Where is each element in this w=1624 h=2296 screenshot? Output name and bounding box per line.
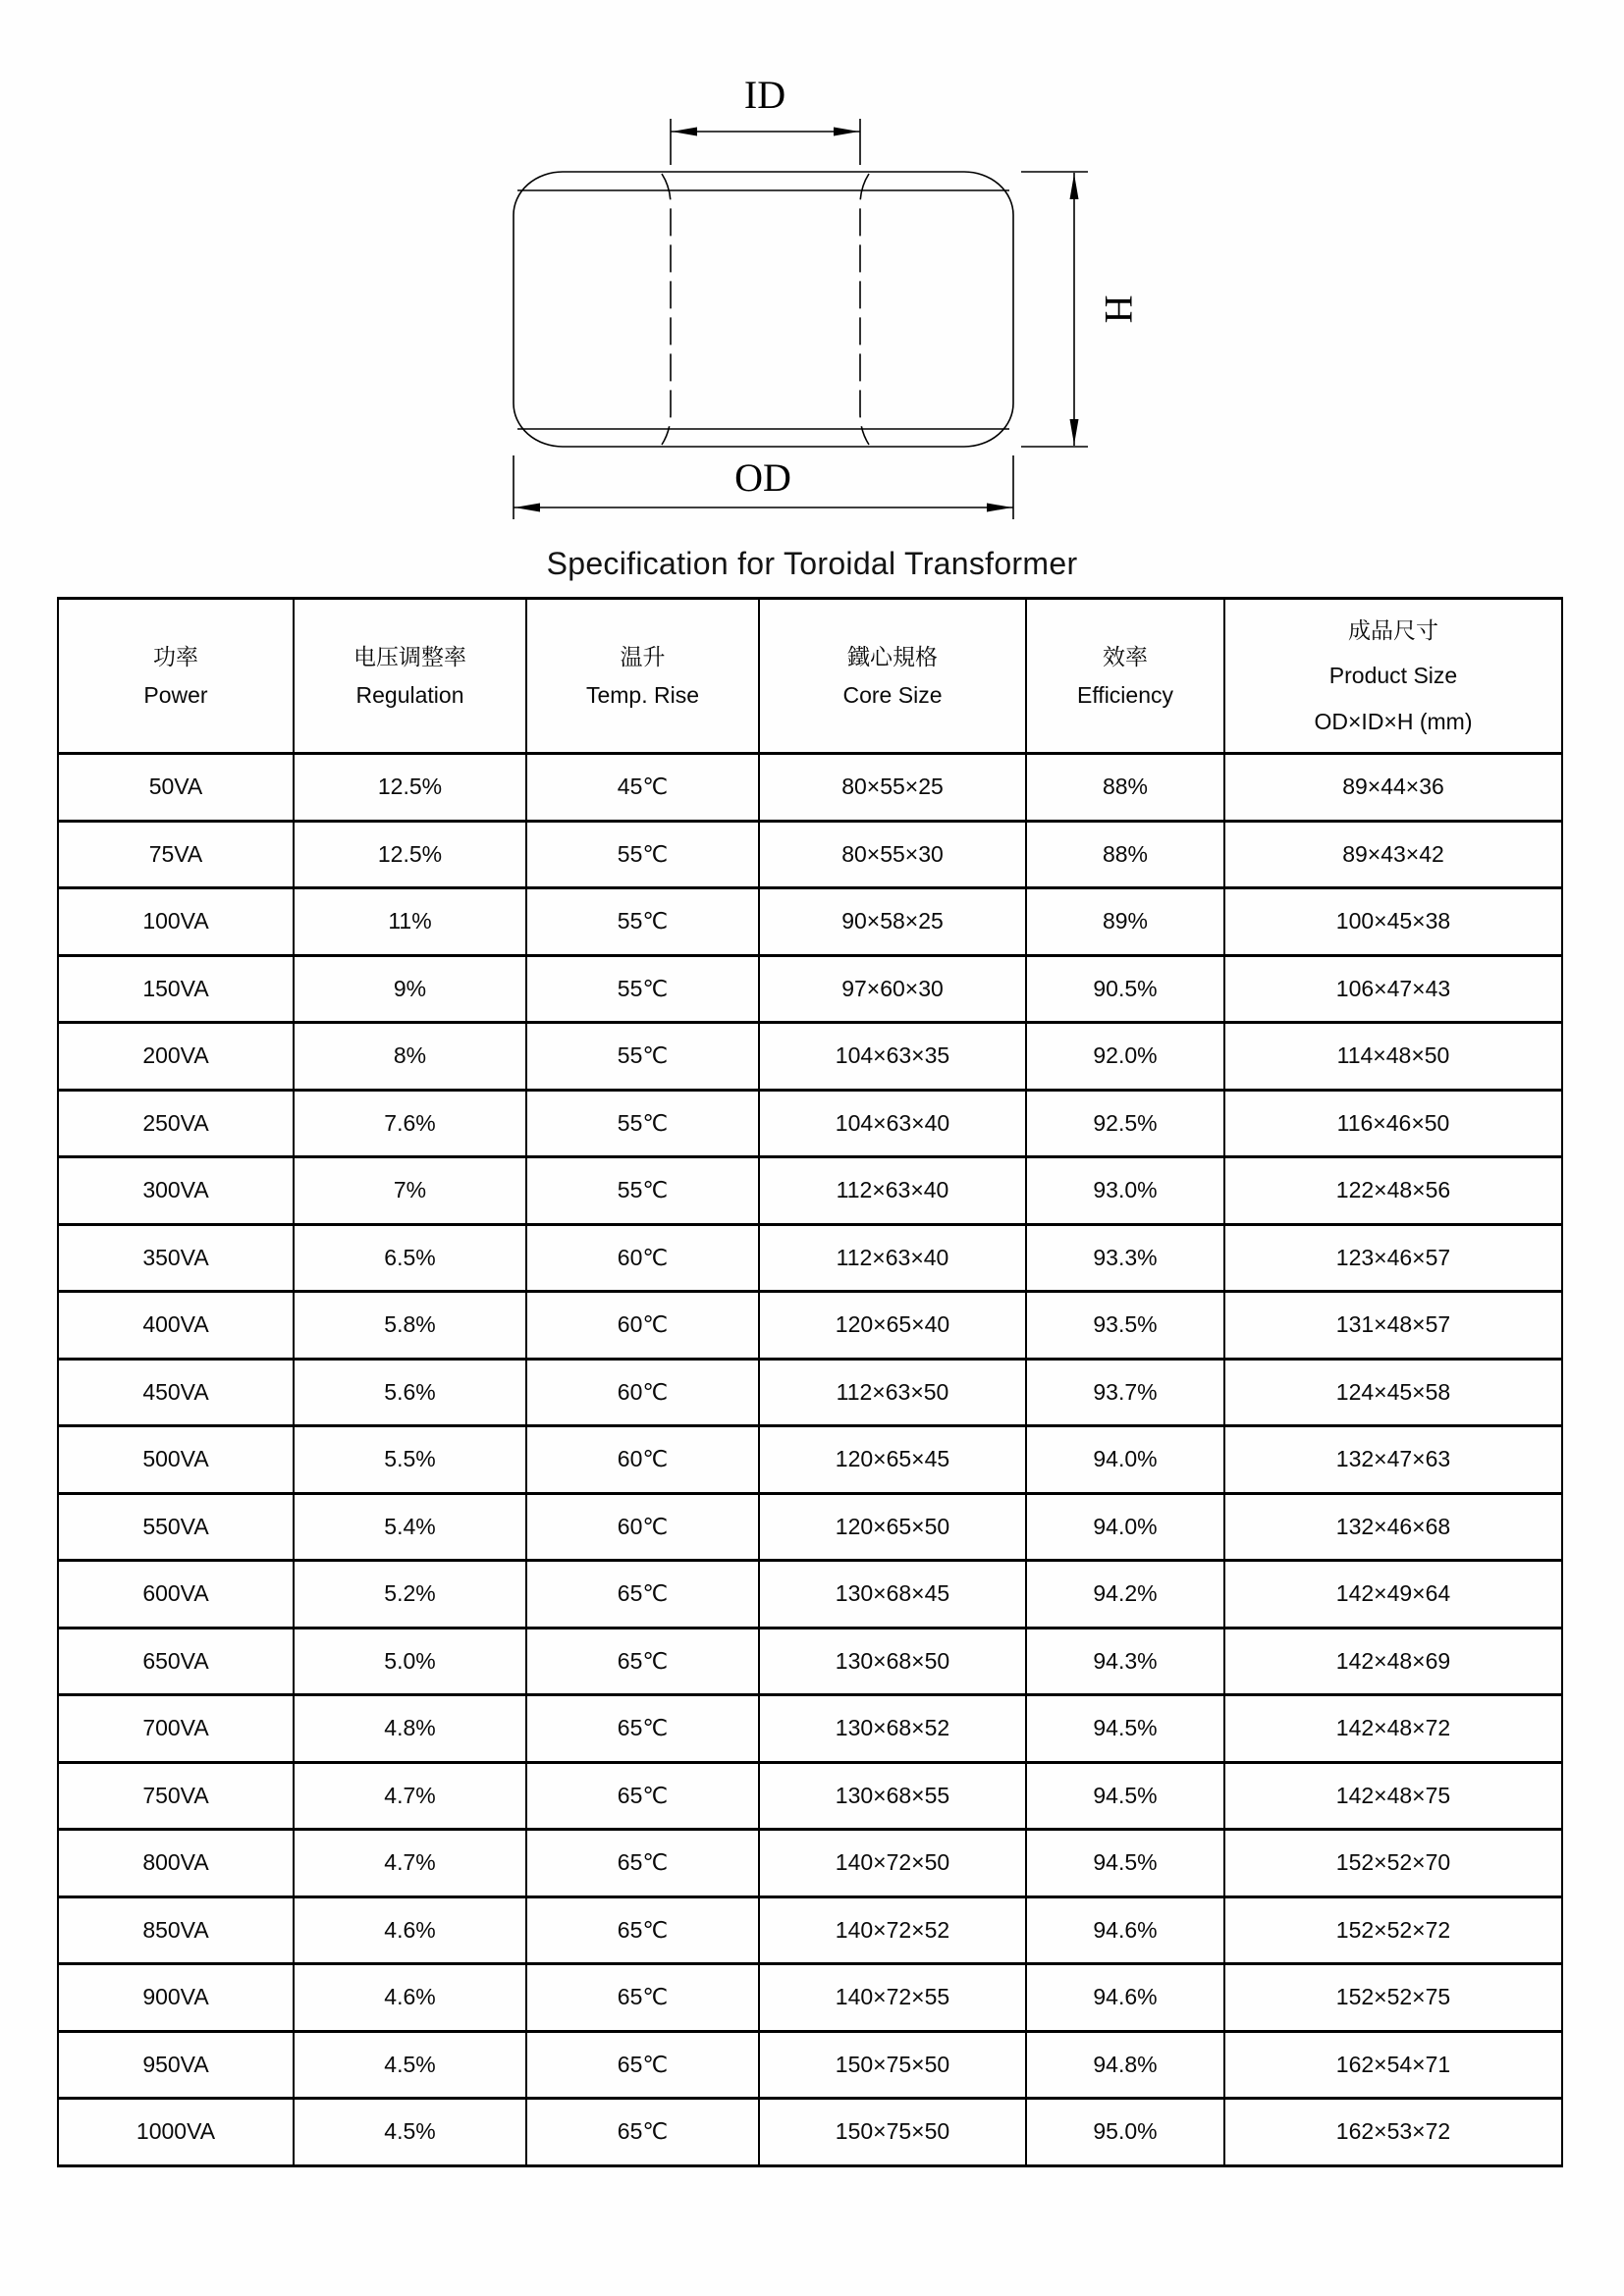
col-header-core-size-en: Core Size <box>842 682 943 708</box>
cell-product-size: 123×46×57 <box>1224 1224 1562 1292</box>
cell-core-size: 120×65×45 <box>759 1426 1026 1494</box>
transformer-diagram <box>0 0 1624 530</box>
id-arrowhead-right <box>834 128 859 136</box>
table-row <box>58 821 1562 888</box>
cell-core-size: 130×68×45 <box>759 1561 1026 1629</box>
cell-temp-rise: 60℃ <box>526 1224 759 1292</box>
cell-core-size: 104×63×40 <box>759 1090 1026 1157</box>
cell-power: 750VA <box>58 1762 294 1830</box>
cell-temp-rise: 60℃ <box>526 1426 759 1494</box>
cell-temp-rise: 55℃ <box>526 1090 759 1157</box>
cell-power: 200VA <box>58 1023 294 1091</box>
table-row <box>58 1628 1562 1695</box>
cell-efficiency: 94.8% <box>1026 2031 1224 2099</box>
header-row <box>58 599 1562 754</box>
col-header-temp-rise-en: Temp. Rise <box>585 682 700 708</box>
cell-power: 800VA <box>58 1830 294 1897</box>
table-row <box>58 1359 1562 1426</box>
cell-product-size: 132×47×63 <box>1224 1426 1562 1494</box>
cell-core-size: 140×72×50 <box>759 1830 1026 1897</box>
table-row <box>58 1023 1562 1091</box>
cell-product-size: 124×45×58 <box>1224 1359 1562 1426</box>
cell-power: 450VA <box>58 1359 294 1426</box>
table-row <box>58 1090 1562 1157</box>
cell-core-size: 120×65×50 <box>759 1493 1026 1561</box>
cell-power: 550VA <box>58 1493 294 1561</box>
cell-temp-rise: 60℃ <box>526 1359 759 1426</box>
table-row <box>58 2031 1562 2099</box>
col-header-efficiency-en: Efficiency <box>1076 682 1173 708</box>
cell-product-size: 152×52×70 <box>1224 1830 1562 1897</box>
id-dimension <box>671 73 860 165</box>
cell-power: 50VA <box>58 754 294 822</box>
cell-power: 950VA <box>58 2031 294 2099</box>
cell-efficiency: 94.5% <box>1026 1762 1224 1830</box>
cell-efficiency: 92.0% <box>1026 1023 1224 1091</box>
cell-regulation: 4.8% <box>294 1695 526 1763</box>
cell-temp-rise: 65℃ <box>526 2099 759 2166</box>
cell-efficiency: 93.3% <box>1026 1224 1224 1292</box>
transformer-outline <box>514 172 1013 447</box>
h-arrowhead-bottom <box>1070 419 1079 445</box>
cell-product-size: 142×49×64 <box>1224 1561 1562 1629</box>
cell-power: 100VA <box>58 888 294 956</box>
cell-product-size: 116×46×50 <box>1224 1090 1562 1157</box>
cell-regulation: 5.6% <box>294 1359 526 1426</box>
table-row <box>58 1561 1562 1629</box>
cell-regulation: 4.5% <box>294 2099 526 2166</box>
cell-product-size: 152×52×75 <box>1224 1964 1562 2032</box>
cell-temp-rise: 55℃ <box>526 821 759 888</box>
cell-temp-rise: 60℃ <box>526 1493 759 1561</box>
cell-power: 400VA <box>58 1292 294 1360</box>
od-arrowhead-right <box>987 504 1012 512</box>
cell-power: 650VA <box>58 1628 294 1695</box>
cell-temp-rise: 55℃ <box>526 1023 759 1091</box>
od-dimension <box>514 455 1013 519</box>
cell-regulation: 5.0% <box>294 1628 526 1695</box>
spec-table-header <box>58 599 1562 754</box>
cell-temp-rise: 55℃ <box>526 888 759 956</box>
cell-core-size: 80×55×25 <box>759 754 1026 822</box>
inner-hole-left-line <box>662 174 671 445</box>
id-label: ID <box>743 73 786 117</box>
cell-efficiency: 94.5% <box>1026 1830 1224 1897</box>
cell-temp-rise: 65℃ <box>526 1561 759 1629</box>
col-header-product-size-en: Product Size <box>1328 663 1458 689</box>
col-header-temp-rise-zh: 温升 <box>620 643 666 669</box>
table-row <box>58 955 1562 1023</box>
od-arrowhead-left <box>514 504 540 512</box>
cell-temp-rise: 65℃ <box>526 1695 759 1763</box>
cell-regulation: 12.5% <box>294 821 526 888</box>
cell-regulation: 5.4% <box>294 1493 526 1561</box>
cell-product-size: 114×48×50 <box>1224 1023 1562 1091</box>
cell-core-size: 90×58×25 <box>759 888 1026 956</box>
table-row <box>58 1830 1562 1897</box>
cell-power: 850VA <box>58 1896 294 1964</box>
cell-efficiency: 94.6% <box>1026 1896 1224 1964</box>
col-header-power-en: Power <box>143 682 208 708</box>
col-header-product-size <box>1224 599 1562 754</box>
transformer-dimension-drawing <box>0 0 1624 530</box>
cell-temp-rise: 65℃ <box>526 1896 759 1964</box>
cell-product-size: 152×52×72 <box>1224 1896 1562 1964</box>
h-arrowhead-top <box>1070 174 1079 199</box>
cell-regulation: 8% <box>294 1023 526 1091</box>
cell-temp-rise: 45℃ <box>526 754 759 822</box>
table-row <box>58 1493 1562 1561</box>
cell-regulation: 5.5% <box>294 1426 526 1494</box>
cell-power: 700VA <box>58 1695 294 1763</box>
cell-efficiency: 94.3% <box>1026 1628 1224 1695</box>
cell-product-size: 100×45×38 <box>1224 888 1562 956</box>
cell-product-size: 142×48×69 <box>1224 1628 1562 1695</box>
cell-power: 350VA <box>58 1224 294 1292</box>
col-header-power-zh: 功率 <box>153 643 198 669</box>
spec-table-body <box>58 754 1562 2166</box>
col-header-product-size-sub: OD×ID×H (mm) <box>1314 708 1473 734</box>
page-title: Specification for Toroidal Transformer <box>546 546 1078 581</box>
cell-core-size: 150×75×50 <box>759 2099 1026 2166</box>
cell-regulation: 5.8% <box>294 1292 526 1360</box>
cell-product-size: 89×43×42 <box>1224 821 1562 888</box>
table-row <box>58 1762 1562 1830</box>
cell-temp-rise: 65℃ <box>526 1628 759 1695</box>
cell-regulation: 4.6% <box>294 1896 526 1964</box>
cell-core-size: 112×63×40 <box>759 1157 1026 1225</box>
cell-efficiency: 94.0% <box>1026 1493 1224 1561</box>
col-header-temp-rise <box>526 599 759 754</box>
cell-regulation: 12.5% <box>294 754 526 822</box>
cell-efficiency: 90.5% <box>1026 955 1224 1023</box>
cell-temp-rise: 55℃ <box>526 955 759 1023</box>
cell-regulation: 5.2% <box>294 1561 526 1629</box>
cell-product-size: 122×48×56 <box>1224 1157 1562 1225</box>
cell-temp-rise: 60℃ <box>526 1292 759 1360</box>
cell-product-size: 142×48×72 <box>1224 1695 1562 1763</box>
cell-power: 250VA <box>58 1090 294 1157</box>
cell-temp-rise: 55℃ <box>526 1157 759 1225</box>
cell-core-size: 112×63×40 <box>759 1224 1026 1292</box>
table-row <box>58 1224 1562 1292</box>
table-row <box>58 1964 1562 2032</box>
cell-core-size: 140×72×52 <box>759 1896 1026 1964</box>
cell-power: 900VA <box>58 1964 294 2032</box>
cell-efficiency: 95.0% <box>1026 2099 1224 2166</box>
cell-core-size: 97×60×30 <box>759 955 1026 1023</box>
od-label: OD <box>734 455 791 500</box>
cell-power: 150VA <box>58 955 294 1023</box>
cell-core-size: 80×55×30 <box>759 821 1026 888</box>
cell-regulation: 11% <box>294 888 526 956</box>
cell-product-size: 131×48×57 <box>1224 1292 1562 1360</box>
inner-hole-right-line <box>860 174 869 445</box>
table-row <box>58 2099 1562 2166</box>
cell-core-size: 120×65×40 <box>759 1292 1026 1360</box>
h-dimension <box>1021 172 1141 447</box>
col-header-efficiency <box>1026 599 1224 754</box>
h-label: H <box>1097 294 1141 324</box>
cell-efficiency: 92.5% <box>1026 1090 1224 1157</box>
cell-power: 1000VA <box>58 2099 294 2166</box>
cell-regulation: 9% <box>294 955 526 1023</box>
cell-temp-rise: 65℃ <box>526 2031 759 2099</box>
table-row <box>58 888 1562 956</box>
cell-power: 300VA <box>58 1157 294 1225</box>
cell-regulation: 7% <box>294 1157 526 1225</box>
cell-regulation: 4.6% <box>294 1964 526 2032</box>
col-header-regulation-en: Regulation <box>355 682 464 708</box>
cell-product-size: 89×44×36 <box>1224 754 1562 822</box>
col-header-regulation-zh: 电压调整率 <box>353 643 466 669</box>
cell-regulation: 7.6% <box>294 1090 526 1157</box>
cell-power: 500VA <box>58 1426 294 1494</box>
spec-table <box>57 597 1563 2167</box>
cell-product-size: 162×53×72 <box>1224 2099 1562 2166</box>
cell-regulation: 4.7% <box>294 1830 526 1897</box>
cell-product-size: 162×54×71 <box>1224 2031 1562 2099</box>
col-header-core-size <box>759 599 1026 754</box>
col-header-power <box>58 599 294 754</box>
cell-efficiency: 93.5% <box>1026 1292 1224 1360</box>
table-row <box>58 754 1562 822</box>
col-header-core-size-zh: 鐵心規格 <box>847 643 938 669</box>
col-header-regulation <box>294 599 526 754</box>
table-row <box>58 1157 1562 1225</box>
cell-efficiency: 94.2% <box>1026 1561 1224 1629</box>
cell-efficiency: 88% <box>1026 754 1224 822</box>
cell-core-size: 130×68×50 <box>759 1628 1026 1695</box>
cell-temp-rise: 65℃ <box>526 1964 759 2032</box>
cell-temp-rise: 65℃ <box>526 1830 759 1897</box>
col-header-efficiency-zh: 效率 <box>1103 643 1148 669</box>
cell-core-size: 104×63×35 <box>759 1023 1026 1091</box>
cell-efficiency: 89% <box>1026 888 1224 956</box>
cell-efficiency: 93.7% <box>1026 1359 1224 1426</box>
cell-product-size: 132×46×68 <box>1224 1493 1562 1561</box>
cell-efficiency: 94.6% <box>1026 1964 1224 2032</box>
cell-regulation: 4.5% <box>294 2031 526 2099</box>
cell-regulation: 6.5% <box>294 1224 526 1292</box>
cell-temp-rise: 65℃ <box>526 1762 759 1830</box>
id-arrowhead-left <box>672 128 697 136</box>
table-row <box>58 1695 1562 1763</box>
cell-product-size: 142×48×75 <box>1224 1762 1562 1830</box>
cell-efficiency: 94.5% <box>1026 1695 1224 1763</box>
cell-core-size: 140×72×55 <box>759 1964 1026 2032</box>
col-header-product-size-zh: 成品尺寸 <box>1348 617 1438 644</box>
cell-core-size: 130×68×52 <box>759 1695 1026 1763</box>
cell-core-size: 130×68×55 <box>759 1762 1026 1830</box>
cell-efficiency: 93.0% <box>1026 1157 1224 1225</box>
table-row <box>58 1292 1562 1360</box>
table-row <box>58 1896 1562 1964</box>
cell-power: 75VA <box>58 821 294 888</box>
cell-efficiency: 88% <box>1026 821 1224 888</box>
cell-product-size: 106×47×43 <box>1224 955 1562 1023</box>
cell-efficiency: 94.0% <box>1026 1426 1224 1494</box>
cell-core-size: 112×63×50 <box>759 1359 1026 1426</box>
cell-regulation: 4.7% <box>294 1762 526 1830</box>
cell-core-size: 150×75×50 <box>759 2031 1026 2099</box>
cell-power: 600VA <box>58 1561 294 1629</box>
table-row <box>58 1426 1562 1494</box>
